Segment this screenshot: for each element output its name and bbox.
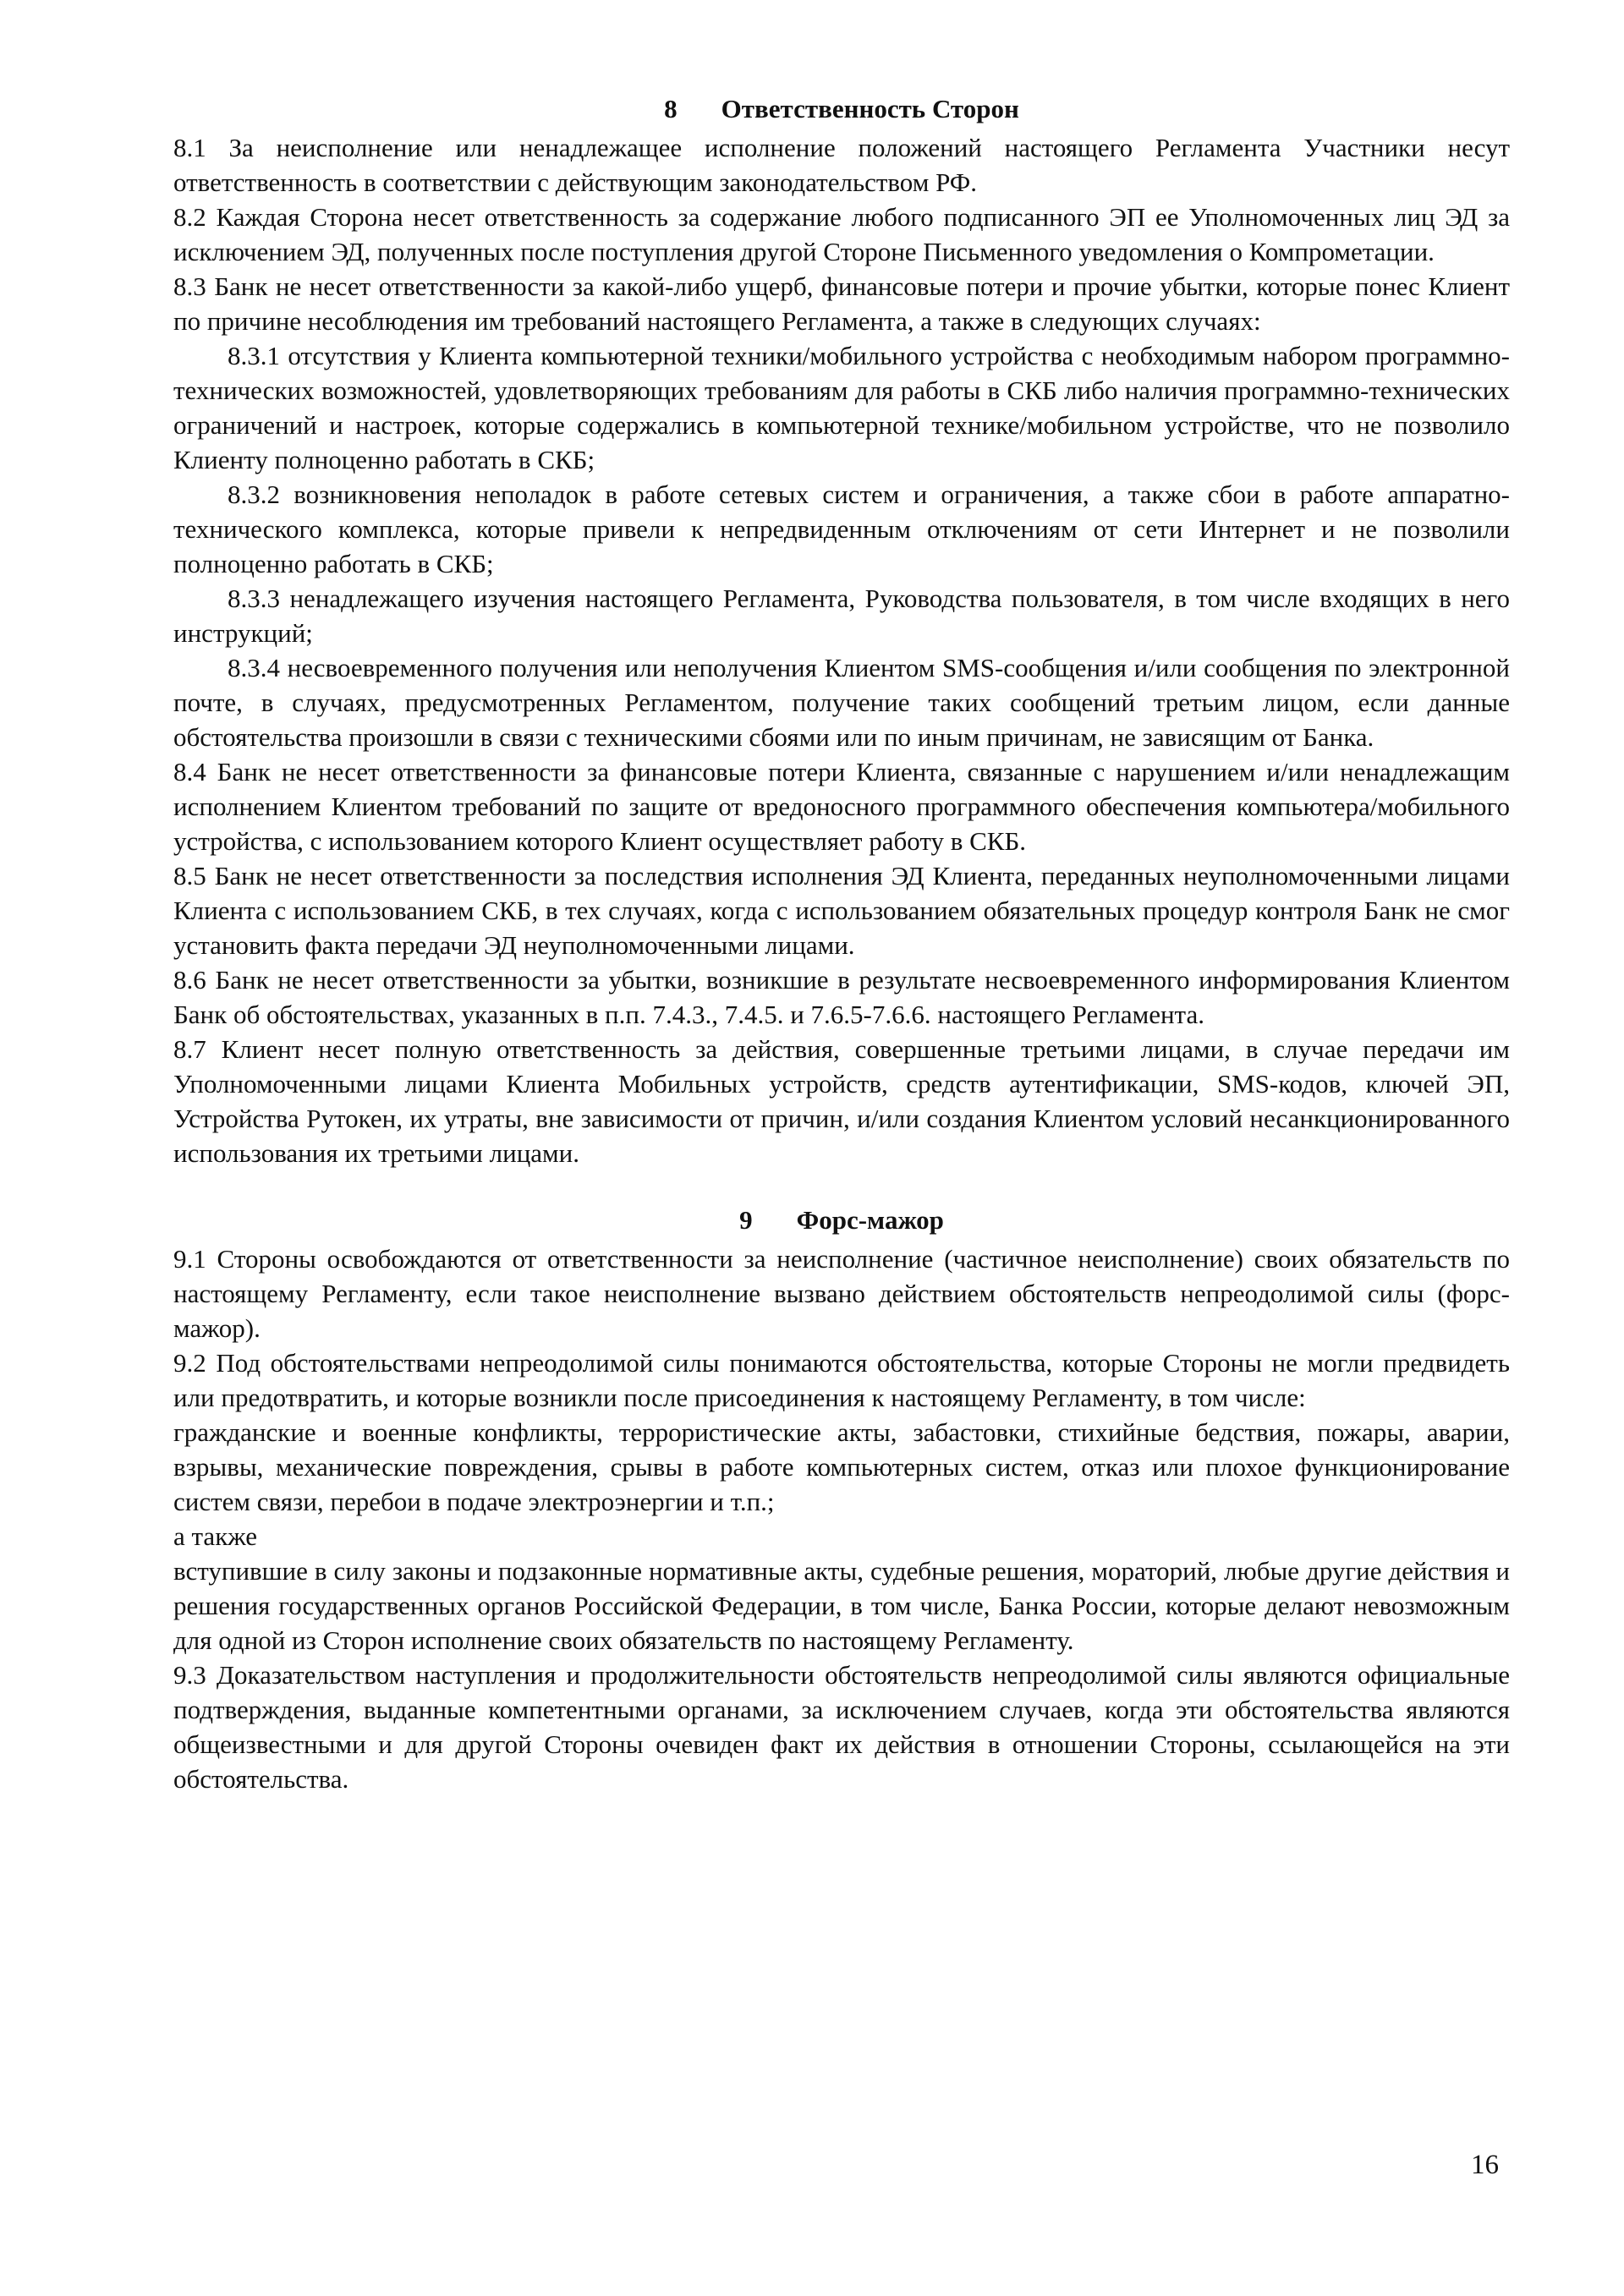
paragraph-9-2-conjunction: а также: [173, 1521, 258, 1551]
paragraph-8-3-4: 8.3.4 несвоевременного получения или неполучения Клиентом SMS-сообщения и/или сообщения по электронной почте, в случаях, предусмотренных Регламентом, получение таких сообщений третьим лицом, если данные обстоятельства произошли в связи с техническими сбоями или по иным причинам, не зависящим от Банка.: [173, 653, 1510, 752]
paragraph-8-1: 8.1 За неисполнение или ненадлежащее исполнение положений настоящего Регламента Участники несут ответственность в соответствии с действующим законодательством РФ.: [173, 133, 1510, 197]
document-page: [173, 91, 1510, 1796]
section-9-heading: [173, 1203, 1510, 1238]
section-9-number: 9: [739, 1205, 753, 1235]
paragraph-9-2-list-b: вступившие в силу законы и подзаконные нормативные акты, судебные решения, мораторий, любые другие действия и решения государственных органов Российской Федерации, в том числе, Банка России, которые делают невозможным для одной из Сторон исполнение своих обязательств по настоящему Регламенту.: [173, 1556, 1510, 1655]
paragraph-9-1: 9.1 Стороны освобождаются от ответственности за неисполнение (частичное неисполнение) своих обязательств по настоящему Регламенту, если такое неисполнение вызвано действием обстоятельств непреодолимой силы (форс-мажор).: [173, 1244, 1510, 1343]
page-number: 16: [1471, 2150, 1499, 2180]
paragraph-8-6: 8.6 Банк не несет ответственности за убытки, возникшие в результате несвоевременного информирования Клиентом Банк об обстоятельствах, указанных в п.п. 7.4.3., 7.4.5. и 7.6.5-7.6.6. настоящего Регламента.: [173, 965, 1510, 1029]
paragraph-8-3-1: 8.3.1 отсутствия у Клиента компьютерной техники/мобильного устройства с необходимым набором программно-технических возможностей, удовлетворяющих требованиям для работы в СКБ либо наличия программно-технических ограничений и настроек, которые содержались в компьютерной технике/мобильном устройстве, что не позволило Клиенту полноценно работать в СКБ;: [173, 341, 1510, 474]
section-8-number: 8: [664, 94, 678, 123]
section-9-title: Форс-мажор: [796, 1205, 944, 1235]
paragraph-8-4: 8.4 Банк не несет ответственности за финансовые потери Клиента, связанные с нарушением и/или ненадлежащим исполнением Клиентом требований по защите от вредоносного программного обеспечения компьютера/мобильного устройства, с использованием которого Клиент осуществляет работу в СКБ.: [173, 757, 1510, 856]
paragraph-8-2: 8.2 Каждая Сторона несет ответственность за содержание любого подписанного ЭП ее Уполномоченных лиц ЭД за исключением ЭД, полученных после поступления другой Стороне Письменного уведомления о Компрометации.: [173, 202, 1510, 266]
paragraph-9-2-list-a: гражданские и военные конфликты, террористические акты, забастовки, стихийные бедствия, пожары, аварии, взрывы, механические повреждения, срывы в работе компьютерных систем, отказ или плохое функционирование систем связи, перебои в подаче электроэнергии и т.п.;: [173, 1417, 1510, 1516]
paragraph-8-5: 8.5 Банк не несет ответственности за последствия исполнения ЭД Клиента, переданных неуполномоченными лицами Клиента с использованием СКБ, в тех случаях, когда с использованием обязательных процедур контроля Банк не смог установить факта передачи ЭД неуполномоченными лицами.: [173, 861, 1510, 960]
paragraph-8-3: 8.3 Банк не несет ответственности за какой-либо ущерб, финансовые потери и прочие убытки, которые понес Клиент по причине несоблюдения им требований настоящего Регламента, а также в следующих случаях:: [173, 271, 1510, 336]
section-8-title: Ответственность Сторон: [721, 94, 1019, 123]
paragraph-8-3-2: 8.3.2 возникновения неполадок в работе сетевых систем и ограничения, а также сбои в работе аппаратно-технического комплекса, которые привели к непредвиденным отключениям от сети Интернет и не позволили полноценно работать в СКБ;: [173, 479, 1510, 578]
section-8-heading: [173, 91, 1510, 127]
paragraph-9-2: 9.2 Под обстоятельствами непреодолимой силы понимаются обстоятельства, которые Стороны не могли предвидеть или предотвратить, и которые возникли после присоединения к настоящему Регламенту, в том числе:: [173, 1348, 1510, 1412]
paragraph-9-3: 9.3 Доказательством наступления и продолжительности обстоятельств непреодолимой силы являются официальные подтверждения, выданные компетентными органами, за исключением случаев, когда эти обстоятельства являются общеизвестными и для другой Стороны очевиден факт их действия в отношении Стороны, ссылающейся на эти обстоятельства.: [173, 1660, 1510, 1794]
paragraph-8-7: 8.7 Клиент несет полную ответственность за действия, совершенные третьими лицами, в случае передачи им Уполномоченными лицами Клиента Мобильных устройств, средств аутентификации, SMS-кодов, ключей ЭП, Устройства Рутокен, их утраты, вне зависимости от причин, и/или создания Клиентом условий несанкционированного использования их третьими лицами.: [173, 1034, 1510, 1168]
paragraph-8-3-3: 8.3.3 ненадлежащего изучения настоящего Регламента, Руководства пользователя, в том числе входящих в него инструкций;: [173, 584, 1510, 648]
